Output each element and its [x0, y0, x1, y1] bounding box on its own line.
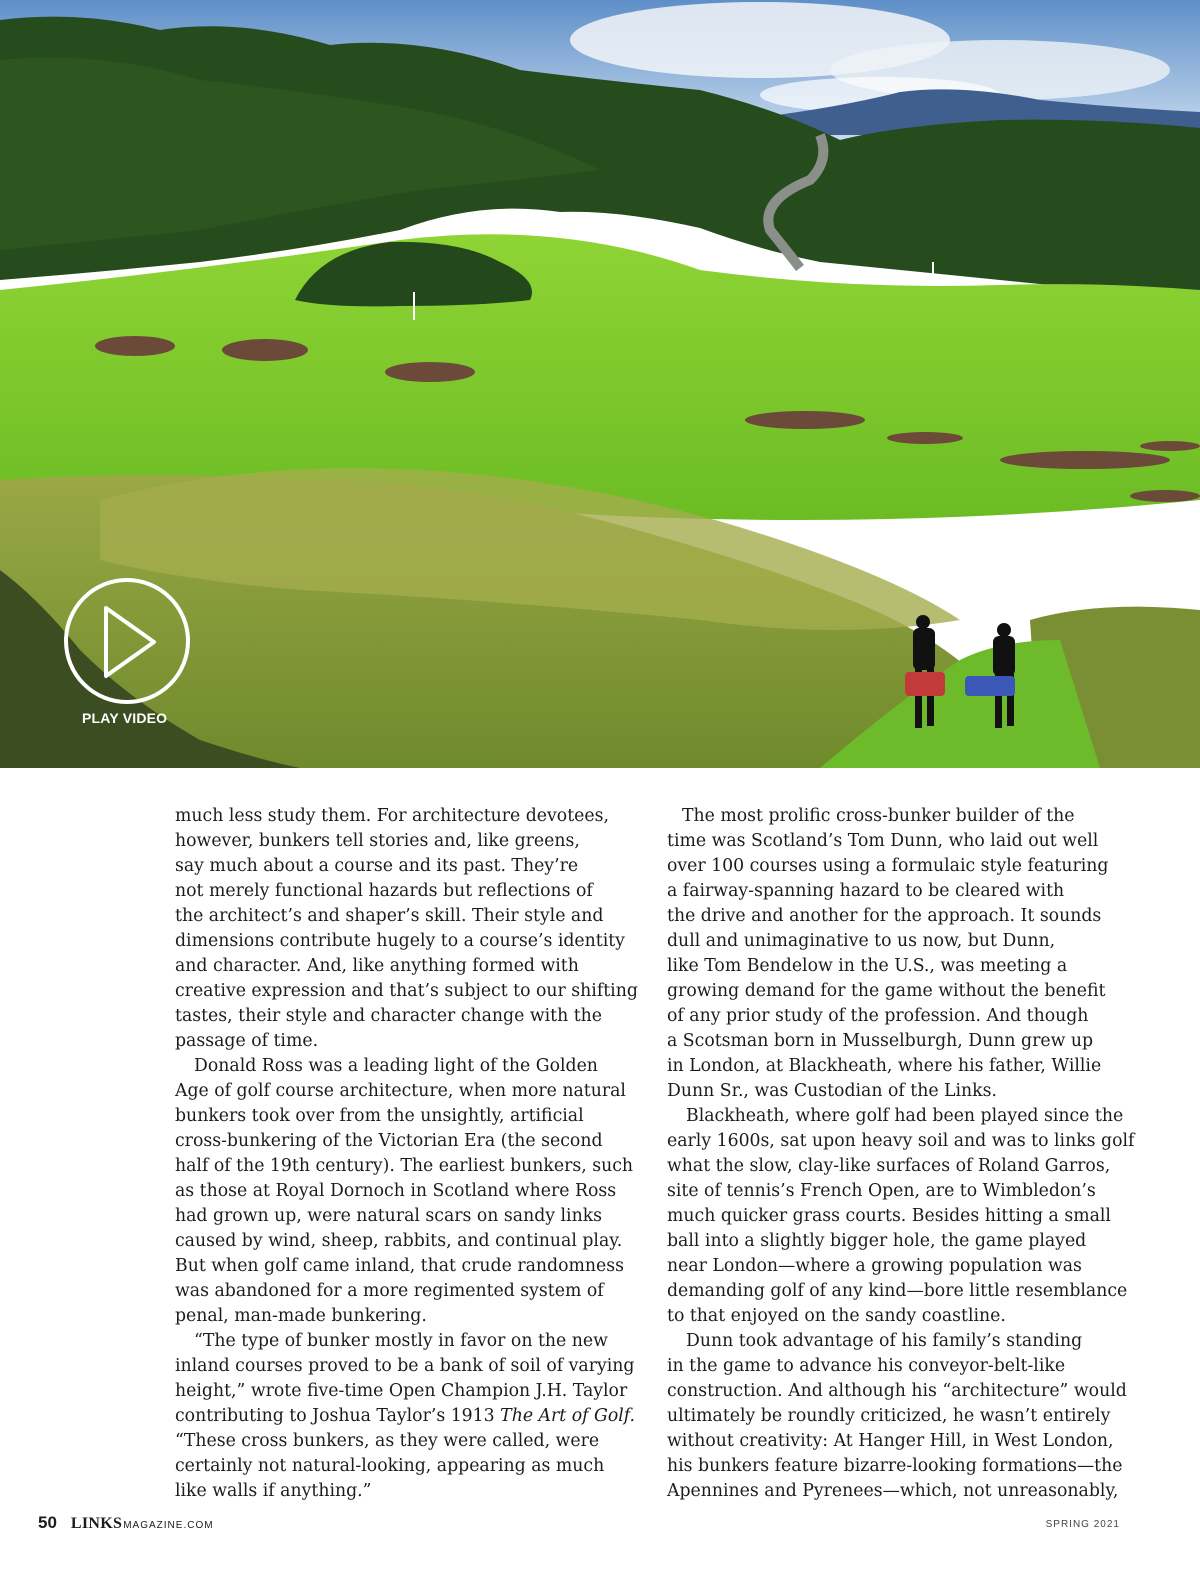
text-line: early 1600s, sat upon heavy soil and was to links golf	[667, 1131, 1135, 1151]
text-line-with-title	[175, 1404, 645, 1429]
text-line: a Scotsman born in Musselburgh, Dunn grew up	[667, 1031, 1094, 1051]
paragraph	[667, 804, 1137, 1104]
text-line: time was Scotland’s Tom Dunn, who laid out well	[667, 831, 1099, 851]
text-line: however, bunkers tell stories and, like greens,	[175, 831, 580, 851]
text-line: Age of golf course architecture, when more natural	[175, 1081, 626, 1101]
text-line: much less study them. For architecture devotees,	[175, 806, 609, 826]
issue-label: SPRING 2021	[1045, 1519, 1120, 1530]
paragraph	[667, 1104, 1137, 1329]
text-line: and character. And, like anything formed with	[175, 956, 579, 976]
text-line: as those at Royal Dornoch in Scotland where Ross	[175, 1181, 617, 1201]
text-line: what the slow, clay-like surfaces of Roland Garros,	[667, 1156, 1111, 1176]
text-line: half of the 19th century). The earliest bunkers, such	[175, 1156, 634, 1176]
text-line: tastes, their style and character change with the	[175, 1006, 603, 1026]
text-fragment: contributing to Joshua Taylor’s 1913	[175, 1406, 501, 1426]
text-line: not merely functional hazards but reflections of	[175, 881, 593, 901]
article-column-left	[175, 804, 645, 1504]
play-video-label[interactable]: PLAY VIDEO	[82, 710, 168, 726]
text-line: Blackheath, where golf had been played since the	[686, 1106, 1124, 1126]
text-line: the drive and another for the approach. It sounds	[667, 906, 1102, 926]
book-title: The Art of Golf.	[500, 1406, 636, 1426]
play-icon	[102, 604, 158, 680]
text-line: of any prior study of the profession. And though	[667, 1006, 1089, 1026]
hero-photo	[0, 0, 1200, 768]
brand-logo	[71, 1513, 214, 1533]
article-column-right	[667, 804, 1137, 1504]
text-line: a fairway-spanning hazard to be cleared with	[667, 881, 1065, 901]
text-line: bunkers took over from the unsightly, artificial	[175, 1106, 584, 1126]
paragraph	[175, 804, 645, 1054]
text-line: near London—where a growing population was	[667, 1256, 1082, 1276]
text-line: dull and unimaginative to us now, but Dunn,	[667, 931, 1056, 951]
text-line: demanding golf of any kind—bore little resemblance	[667, 1281, 1128, 1301]
text-line: growing demand for the game without the benefit	[667, 981, 1106, 1001]
text-line: his bunkers feature bizarre-looking formations—the	[667, 1456, 1123, 1476]
text-line: over 100 courses using a formulaic style featuring	[667, 856, 1109, 876]
text-line: the architect’s and shaper’s skill. Their style and	[175, 906, 604, 926]
text-line: construction. And although his “architecture” would	[667, 1381, 1127, 1401]
footer-folio	[38, 1513, 214, 1533]
text-line: in the game to advance his conveyor-belt-like	[667, 1356, 1066, 1376]
text-line: ultimately be roundly criticized, he wasn’t entirely	[667, 1406, 1111, 1426]
text-line: certainly not natural-looking, appearing as much	[175, 1456, 605, 1476]
text-line: “The type of bunker mostly in favor on the new	[194, 1331, 608, 1351]
page-number: 50	[38, 1513, 57, 1532]
text-line: creative expression and that’s subject to our shifting	[175, 981, 638, 1001]
brand-name: LINKS	[70, 1515, 123, 1532]
text-line: Dunn took advantage of his family’s standing	[686, 1331, 1083, 1351]
text-line: site of tennis’s French Open, are to Wimbledon’s	[667, 1181, 1096, 1201]
text-line: ball into a slightly bigger hole, the game played	[667, 1231, 1087, 1251]
paragraph	[175, 1054, 645, 1329]
text-line: penal, man-made bunkering.	[175, 1306, 427, 1326]
text-line: caused by wind, sheep, rabbits, and continual play.	[175, 1231, 623, 1251]
text-line: much quicker grass courts. Besides hitting a small	[667, 1206, 1111, 1226]
text-line: The most prolific cross-bunker builder of the	[682, 806, 1075, 826]
text-line: without creativity: At Hanger Hill, in West London,	[667, 1431, 1114, 1451]
text-line: Donald Ross was a leading light of the Golden	[194, 1056, 598, 1076]
text-line: cross-bunkering of the Victorian Era (the second	[175, 1131, 603, 1151]
text-line: Dunn Sr., was Custodian of the Links.	[667, 1081, 998, 1101]
text-line: had grown up, were natural scars on sandy links	[175, 1206, 603, 1226]
text-line: to that enjoyed on the sandy coastline.	[667, 1306, 1006, 1326]
text-line: But when golf came inland, that crude randomness	[175, 1256, 624, 1276]
brand-suffix: MAGAZINE.COM	[123, 1520, 214, 1531]
text-line: was abandoned for a more regimented system of	[175, 1281, 604, 1301]
text-line: like walls if anything.”	[175, 1481, 372, 1501]
text-line: say much about a course and its past. They’re	[175, 856, 579, 876]
paragraph	[175, 1329, 645, 1504]
text-line: passage of time.	[175, 1031, 319, 1051]
text-line: Apennines and Pyrenees—which, not unreasonably,	[667, 1481, 1119, 1501]
text-line: height,” wrote five-time Open Champion J.H. Taylor	[175, 1381, 628, 1401]
text-line: in London, at Blackheath, where his father, Willie	[667, 1056, 1102, 1076]
text-line: inland courses proved to be a bank of soil of varying	[175, 1356, 635, 1376]
text-line: “These cross bunkers, as they were called, were	[175, 1431, 600, 1451]
text-line: like Tom Bendelow in the U.S., was meeting a	[667, 956, 1068, 976]
text-line: dimensions contribute hugely to a course’s identity	[175, 931, 625, 951]
play-video-button[interactable]	[64, 578, 190, 704]
paragraph	[667, 1329, 1137, 1504]
